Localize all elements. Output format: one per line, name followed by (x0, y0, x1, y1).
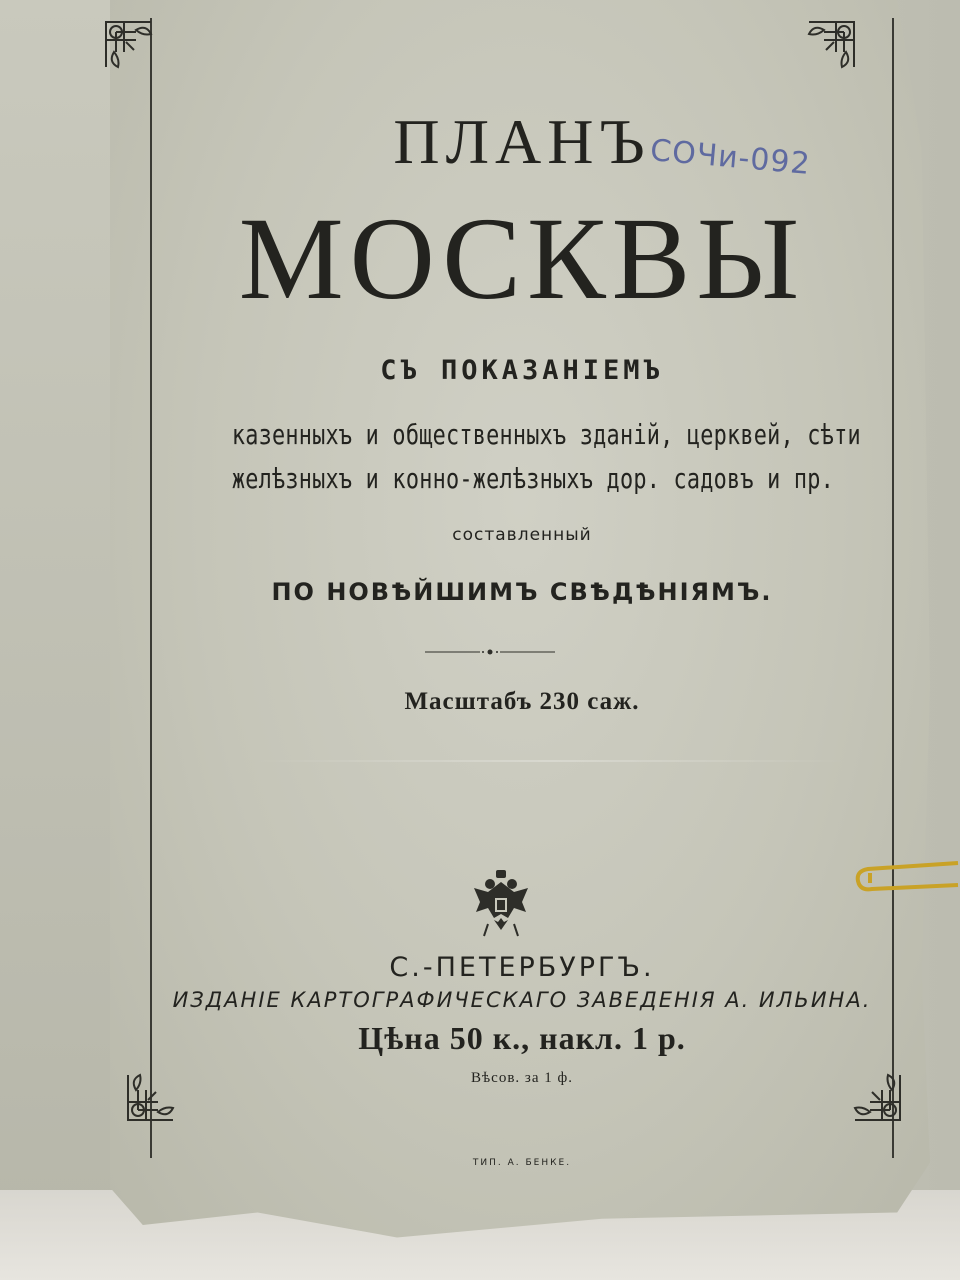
compiled-label: составленный (452, 525, 592, 545)
price-line: Цѣна 50 к., накл. 1 р. (358, 1020, 686, 1056)
description-line-1: казенныхъ и общественныхъ зданій, церквей, сѣти (231, 418, 861, 451)
handwritten-stamp: СОЧи-092 (648, 133, 812, 182)
ornamental-corner-icon (118, 1050, 198, 1130)
ornamental-corner-icon (830, 1050, 910, 1130)
subtitle: СЪ ПОКАЗАНІЕМЪ (380, 355, 664, 386)
paperclip-icon (850, 845, 960, 905)
title-line-moskvy: МОСКВЫ (238, 193, 806, 324)
description-line-2: желѣзныхъ и конно-желѣзныхъ дор. садовъ и пр. (231, 462, 835, 495)
ornamental-corner-icon (784, 12, 864, 92)
publisher-line: ИЗДАНІЕ КАРТОГРАФИЧЕСКАГО ЗАВЕДЕНІЯ А. ИЛЬИНА. (172, 988, 872, 1012)
ornamental-corner-icon (96, 12, 176, 92)
double-headed-eagle-icon (470, 868, 532, 940)
ornamental-divider (425, 648, 555, 656)
sources-line: ПО НОВѢЙШИМЪ СВѢДѢНІЯМЪ. (271, 578, 773, 606)
printer-line: ТИП. А. БЕНКЕ. (472, 1158, 572, 1168)
scale-line: Масштабъ 230 саж. (404, 688, 640, 715)
city-line: С.-ПЕТЕРБУРГЪ. (389, 952, 655, 983)
title-line-plan: ПЛАНЪ (393, 106, 651, 177)
weight-line: Вѣсов. за 1 ф. (471, 1070, 573, 1086)
